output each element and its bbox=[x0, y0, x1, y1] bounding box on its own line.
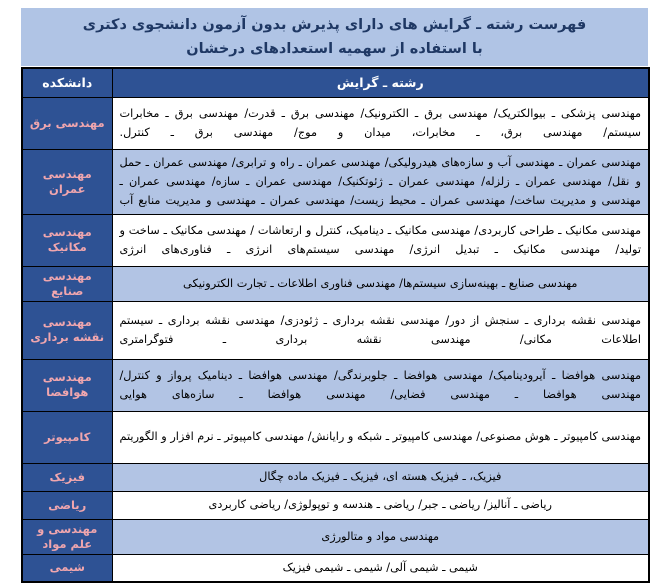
cell-majors: مهندسی عمران ـ مهندسی آب و سازه‌های هیدرولیکی/ مهندسی عمران ـ راه و ترابری/ مهندسی عمران ـ حمل و نقل/ مهندسی عمران ـ زلزله/ مهندسی عمران ـ ژئوتکنیک/ مهندسی عمران ـ سازه/ مهندسی عمران ـ مهندسی و مدیریت ساخت/ مهندسی عمران ـ محیط زیست/ مهندسی عمران ـ مهندسی و مدیریت منابع آب bbox=[112, 149, 649, 214]
table-row bbox=[22, 214, 649, 266]
cell-majors: مهندسی صنایع ـ بهینه‌سازی سیستم‌ها/ مهندسی فناوری اطلاعات ـ تجارت الکترونیکی bbox=[112, 266, 649, 301]
cell-faculty: مهندسی و علم مواد bbox=[22, 519, 112, 554]
cell-majors: فیزیک، ـ فیزیک هسته ای، فیزیک ـ فیزیک ماده چگال bbox=[112, 463, 649, 491]
table-row bbox=[22, 554, 649, 582]
cell-majors: مهندسی پزشکی ـ بیوالکتریک/ مهندسی برق ـ الکترونیک/ مهندسی برق ـ قدرت/ مهندسی برق ـ مخابرات سیستم/ مهندسی برق، ـ مخابرات، میدان و موج/ مهندسی برق ـ کنترل. bbox=[112, 97, 649, 149]
cell-faculty: مهندسی صنایع bbox=[22, 266, 112, 301]
table-row bbox=[22, 519, 649, 554]
cell-majors: مهندسی مکانیک ـ طراحی کاربردی/ مهندسی مکانیک ـ دینامیک، کنترل و ارتعاشات / مهندسی مکانیک ـ ساخت و تولید/ مهندسی مکانیک ـ تبدیل انرژی/ مهندسی سیستم‌های انرژی ـ فناوری‌های انرژی bbox=[112, 214, 649, 266]
cell-majors: مهندسی هوافضا ـ آیرودینامیک/ مهندسی هوافضا ـ جلوبرندگی/ مهندسی هوافضا ـ دینامیک پرواز و کنترل/ مهندسی هوافضا ـ مهندسی فضایی/ مهندسی هوافضا ـ سازه‌های هوایی bbox=[112, 359, 649, 411]
column-header-faculty: دانشکده bbox=[22, 68, 112, 97]
faculty-label-line-2: نقشه برداری bbox=[30, 330, 105, 344]
cell-faculty: مهندسی برق bbox=[22, 97, 112, 149]
cell-faculty bbox=[22, 301, 112, 359]
table-row bbox=[22, 411, 649, 463]
column-header-majors: رشته ـ گرایش bbox=[112, 68, 649, 97]
table-row bbox=[22, 97, 649, 149]
title-banner bbox=[21, 8, 648, 66]
cell-majors: مهندسی کامپیوتر ـ هوش مصنوعی/ مهندسی کامپیوتر ـ شبکه و رایانش/ مهندسی کامپیوتر ـ نرم افزار و الگوریتم bbox=[112, 411, 649, 463]
cell-faculty: شیمی bbox=[22, 554, 112, 582]
table-row bbox=[22, 359, 649, 411]
table-header bbox=[22, 68, 649, 97]
cell-faculty: فیزیک bbox=[22, 463, 112, 491]
cell-faculty: کامپیوتر bbox=[22, 411, 112, 463]
table-row bbox=[22, 266, 649, 301]
cell-faculty: مهندسی مکانیک bbox=[22, 214, 112, 266]
cell-faculty: مهندسی عمران bbox=[22, 149, 112, 214]
faculty-label-line-1: مهندسی bbox=[42, 315, 92, 329]
majors-table bbox=[21, 67, 650, 583]
cell-faculty: ریاضی bbox=[22, 491, 112, 519]
cell-majors: مهندسی نقشه برداری ـ سنجش از دور/ مهندسی نقشه برداری ـ ژئودزی/ مهندسی نقشه برداری ـ سیستم اطلاعات مکانی/ مهندسی نقشه برداری ـ فتوگرامتری bbox=[112, 301, 649, 359]
table-body bbox=[22, 97, 649, 582]
table-row bbox=[22, 491, 649, 519]
table-header-row bbox=[22, 68, 649, 97]
table-row bbox=[22, 301, 649, 359]
page-title-line-2: با استفاده از سهمیه استعدادهای درخشان bbox=[186, 41, 483, 57]
table-row bbox=[22, 463, 649, 491]
cell-majors: مهندسی مواد و متالورژی bbox=[112, 519, 649, 554]
table-row bbox=[22, 149, 649, 214]
cell-majors: شیمی ـ شیمی آلی/ شیمی ـ شیمی فیزیک bbox=[112, 554, 649, 582]
cell-faculty: مهندسی هوافضا bbox=[22, 359, 112, 411]
cell-majors: ریاضی ـ آنالیز/ ریاضی ـ جبر/ ریاضی ـ هندسه و توپولوژی/ ریاضی کاربردی bbox=[112, 491, 649, 519]
page-title-line-1: فهرست رشته ـ گرایش های دارای پذیرش بدون آزمون دانشجوی دکتری bbox=[82, 17, 587, 33]
